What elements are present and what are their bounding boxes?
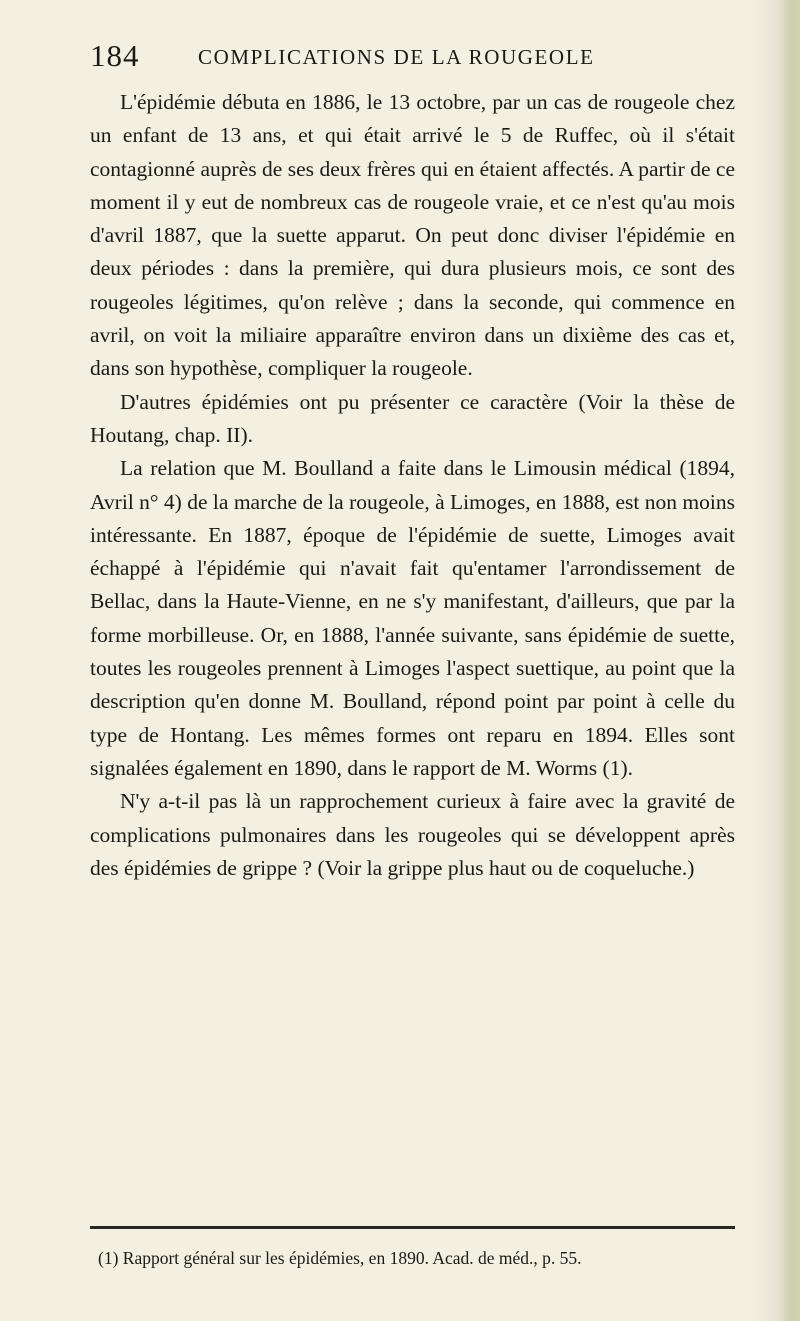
footnote	[94, 1244, 739, 1273]
page-header	[90, 36, 740, 76]
paragraph-other-epidemics: D'autres épidémies ont pu présenter ce caractère (Voir la thèse de Houtang, chap. II).	[90, 389, 735, 447]
page-number: 184	[90, 38, 140, 73]
footnote-text: (1) Rapport général sur les épidémies, en 1890. Acad. de méd., p. 55.	[98, 1248, 582, 1268]
paragraph-grippe-question: N'y a-t-il pas là un rapprochement curieux à faire avec la gravité de complications pulmonaires dans les rougeoles qui se développent après des épidémies de grippe ? (Voir la grippe plus haut ou de coqueluche.)	[90, 789, 735, 880]
running-title: COMPLICATIONS DE LA ROUGEOLE	[198, 45, 595, 69]
paragraph-epidemic-1886: L'épidémie débuta en 1886, le 13 octobre, par un cas de rougeole chez un enfant de 13 ans, et qui était arrivé le 5 de Ruffec, où il s'était contagionné auprès de ses deux frères qui en étaient affectés. A partir de ce moment il y eut de nombreux cas de rougeole vraie, et ce n'est qu'au mois d'avril 1887, que la suette apparut. On peut donc diviser l'épidémie en deux périodes : dans la première, qui dura plusieurs mois, ce sont des rougeoles légitimes, qu'on relève ; dans la seconde, qui commence en avril, on voit la miliaire apparaître environ dans un dixième des cas et, dans son hypothèse, compliquer la rougeole.	[90, 90, 735, 381]
footnote-divider	[90, 1226, 735, 1229]
body-text	[90, 86, 735, 885]
paragraph-boulland-limoges: La relation que M. Boulland a faite dans le Limousin médical (1894, Avril n° 4) de la marche de la rougeole, à Limoges, en 1888, est non moins intéressante. En 1887, époque de l'épidémie de suette, Limoges avait échappé à l'épidémie qui n'avait fait qu'entamer l'arrondissement de Bellac, dans la Haute-Vienne, en ne s'y manifestant, d'ailleurs, que par la forme morbilleuse. Or, en 1888, l'année suivante, sans épidémie de suette, toutes les rougeoles prennent à Limoges l'aspect suettique, au point que la description qu'en donne M. Boulland, répond point par point à celle du type de Hontang. Les mêmes formes ont reparu en 1894. Elles sont signalées également en 1890, dans le rapport de M. Worms (1).	[90, 456, 735, 780]
page-edge-shading	[778, 0, 800, 1321]
